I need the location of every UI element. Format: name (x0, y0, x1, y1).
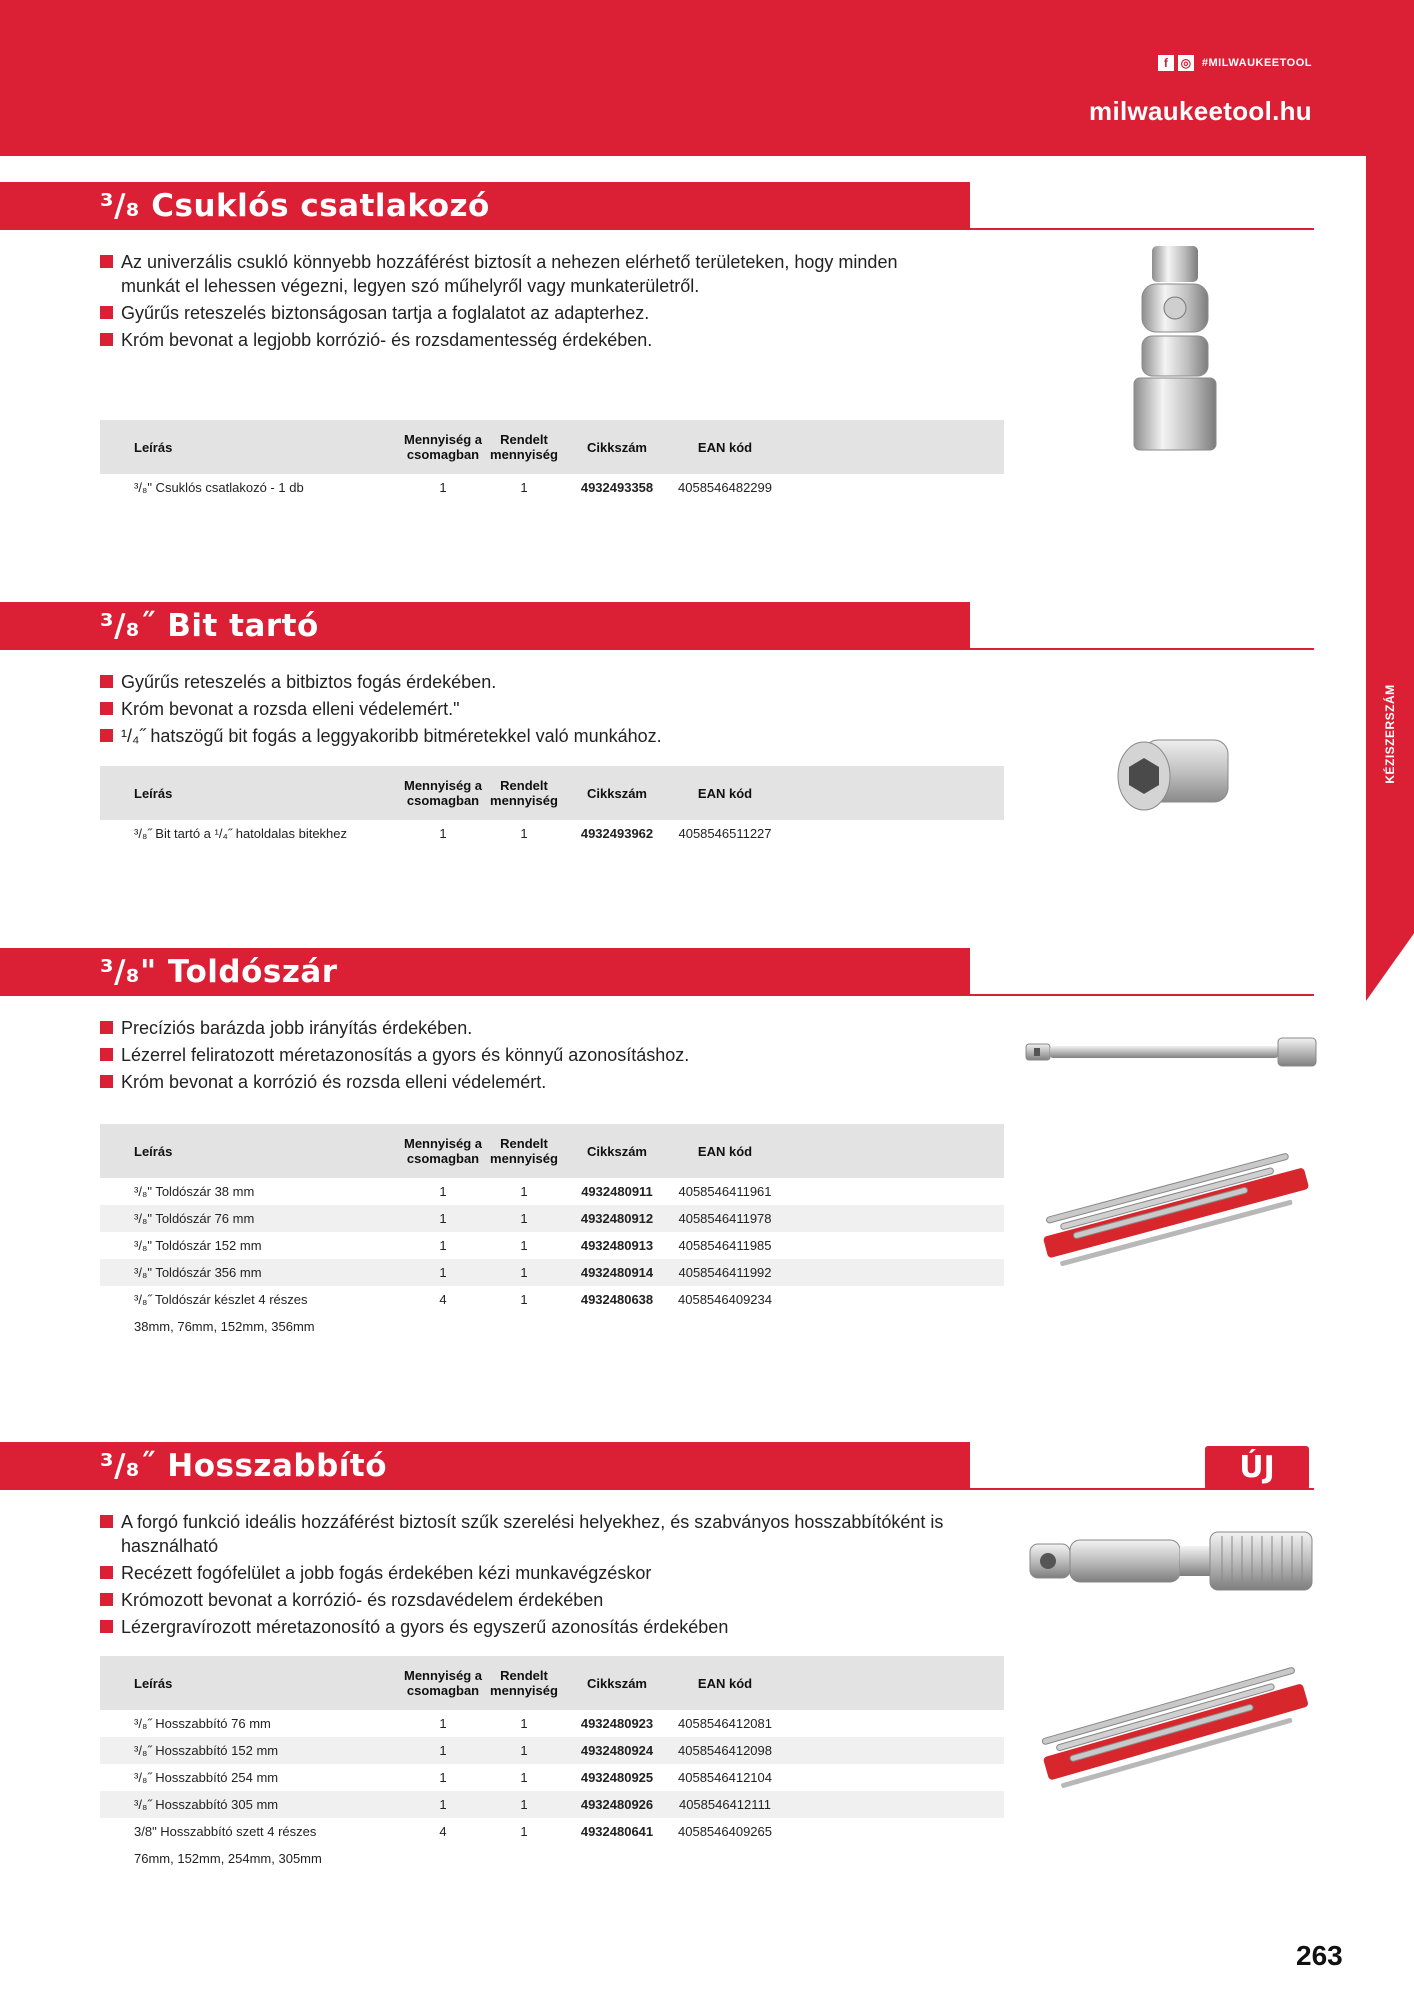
feature-item: A forgó funkció ideális hozzáférést biztosít szűk szerelési helyekhez, és szabványos hosszabbítóként is használható (100, 1510, 960, 1558)
table-row: ³/₈˝ Hosszabbító 254 mm 1 1 4932480925 4058546412104 (134, 1770, 772, 1785)
section-universal-joint (0, 182, 1314, 522)
feature-item: Precíziós barázda jobb irányítás érdekében. (100, 1016, 960, 1040)
feature-item: Gyűrűs reteszelés biztonságosan tartja a foglalatot az adapterhez. (100, 301, 960, 325)
facebook-icon[interactable]: f (1158, 55, 1174, 71)
table-row: ³/₈˝ Toldószár készlet 4 részes 4 1 4932480638 4058546409234 (134, 1292, 772, 1307)
feature-item: Lézergravírozott méretazonosító a gyors és egyszerű azonosítás érdekében (100, 1615, 960, 1639)
col-qty: Mennyiség a csomagban (403, 432, 483, 462)
page-number: 263 (1296, 1940, 1343, 1971)
section-rule (970, 648, 1314, 650)
section-header (0, 602, 970, 650)
feature-item: Króm bevonat a korrózió és rozsda elleni védelemért. (100, 1070, 960, 1094)
swivel-extension-set-image (1030, 1664, 1320, 1794)
table-row: ³/₈˝ Bit tartó a ¹/₄˝ hatoldalas bitekhez 1 1 4932493962 4058546511227 (134, 826, 772, 841)
section-header (0, 948, 970, 996)
table-row: ³/₈" Toldószár 356 mm 1 1 4932480914 4058546411992 (100, 1259, 1004, 1286)
col-order: Rendelt mennyiség (490, 432, 558, 462)
bit-holder-image (1108, 730, 1238, 822)
table-row-continuation: 38mm, 76mm, 152mm, 356mm (134, 1319, 315, 1334)
spec-table (100, 1656, 1004, 1872)
extension-bar-image (1024, 1032, 1319, 1072)
table-row: ³/₈" Toldószár 38 mm 1 1 4932480911 4058546411961 (134, 1184, 772, 1199)
side-category-tab (1366, 156, 1414, 1001)
feature-item: Recézett fogófelület a jobb fogás érdekében kézi munkavégzéskor (100, 1561, 960, 1585)
instagram-icon[interactable]: ◎ (1178, 55, 1194, 71)
website-link[interactable]: milwaukeetool.hu (1089, 96, 1312, 126)
feature-item: ¹/₄˝ hatszögű bit fogás a leggyakoribb bitméretekkel való munkához. (100, 724, 960, 748)
table-header-row: Leírás Mennyiség a csomagban Rendelt mennyiség Cikkszám EAN kód (100, 1124, 1004, 1178)
section-rule (970, 228, 1314, 230)
section-rule (970, 994, 1314, 996)
section-title: ³/₈˝ Hosszabbító (100, 1448, 387, 1484)
header-banner (0, 0, 1414, 156)
col-desc: Leírás (134, 439, 173, 455)
table-row: 3/8" Hosszabbító szett 4 részes 4 1 4932480641 4058546409265 (134, 1824, 772, 1839)
spec-table (100, 766, 1004, 847)
section-title: ³/₈ Csuklós csatlakozó (100, 188, 490, 224)
section-title: ³/₈˝ Bit tartó (100, 608, 319, 644)
section-title: ³/₈" Toldószár (100, 954, 338, 990)
table-row-continuation: 76mm, 152mm, 254mm, 305mm (134, 1851, 322, 1866)
feature-list (100, 1510, 960, 1642)
feature-item: Lézerrel feliratozott méretazonosítás a gyors és könnyű azonosításhoz. (100, 1043, 960, 1067)
table-row: ³/₈˝ Hosszabbító 152 mm 1 1 4932480924 4058546412098 (100, 1737, 1004, 1764)
spec-table (100, 420, 1004, 501)
feature-list (100, 1016, 960, 1097)
new-badge: ÚJ (1205, 1446, 1309, 1490)
section-swivel-extension (0, 1442, 1314, 1882)
col-code: Cikkszám (587, 439, 647, 455)
feature-item: Krómozott bevonat a korrózió- és rozsdavédelem érdekében (100, 1588, 960, 1612)
social-hashtag[interactable]: #MILWAUKEETOOL (1201, 57, 1312, 69)
feature-item: Króm bevonat a rozsda elleni védelemért." (100, 697, 960, 721)
universal-joint-image (1120, 244, 1230, 454)
table-row: ³/₈" Toldószár 76 mm 1 1 4932480912 4058546411978 (100, 1205, 1004, 1232)
section-bit-holder (0, 602, 1314, 902)
feature-list (100, 250, 960, 355)
feature-item: Az univerzális csukló könnyebb hozzáférést biztosít a nehezen elérhető területeken, hogy minden munkát el lehessen végezni, legyen szó műhelyről vagy munkaterületről. (100, 250, 960, 298)
spec-table (100, 1124, 1004, 1340)
feature-list (100, 670, 960, 751)
table-row: ³/₈" Csuklós csatlakozó - 1 db 1 1 4932493358 4058546482299 (134, 480, 772, 495)
section-header (0, 182, 970, 230)
side-category-label: KÉZISZERSZÁM (1383, 684, 1397, 784)
section-extension-bar (0, 948, 1314, 1368)
table-row: ³/₈" Toldószár 152 mm 1 1 4932480913 4058546411985 (134, 1238, 772, 1253)
feature-item: Gyűrűs reteszelés a bitbiztos fogás érdekében. (100, 670, 960, 694)
extension-set-image (1030, 1144, 1320, 1274)
social-links (1158, 55, 1312, 71)
swivel-extension-image (1026, 1522, 1316, 1602)
table-header-row: Leírás Mennyiség a csomagban Rendelt mennyiség Cikkszám EAN kód (100, 1656, 1004, 1710)
table-header-row (100, 420, 1004, 474)
section-header (0, 1442, 970, 1490)
col-ean: EAN kód (697, 439, 753, 455)
feature-item: Króm bevonat a legjobb korrózió- és rozsdamentesség érdekében. (100, 328, 960, 352)
table-header-row: Leírás Mennyiség a csomagban Rendelt mennyiség Cikkszám EAN kód (100, 766, 1004, 820)
table-row: ³/₈˝ Hosszabbító 305 mm 1 1 4932480926 4058546412111 (100, 1791, 1004, 1818)
table-row: ³/₈˝ Hosszabbító 76 mm 1 1 4932480923 4058546412081 (134, 1716, 772, 1731)
